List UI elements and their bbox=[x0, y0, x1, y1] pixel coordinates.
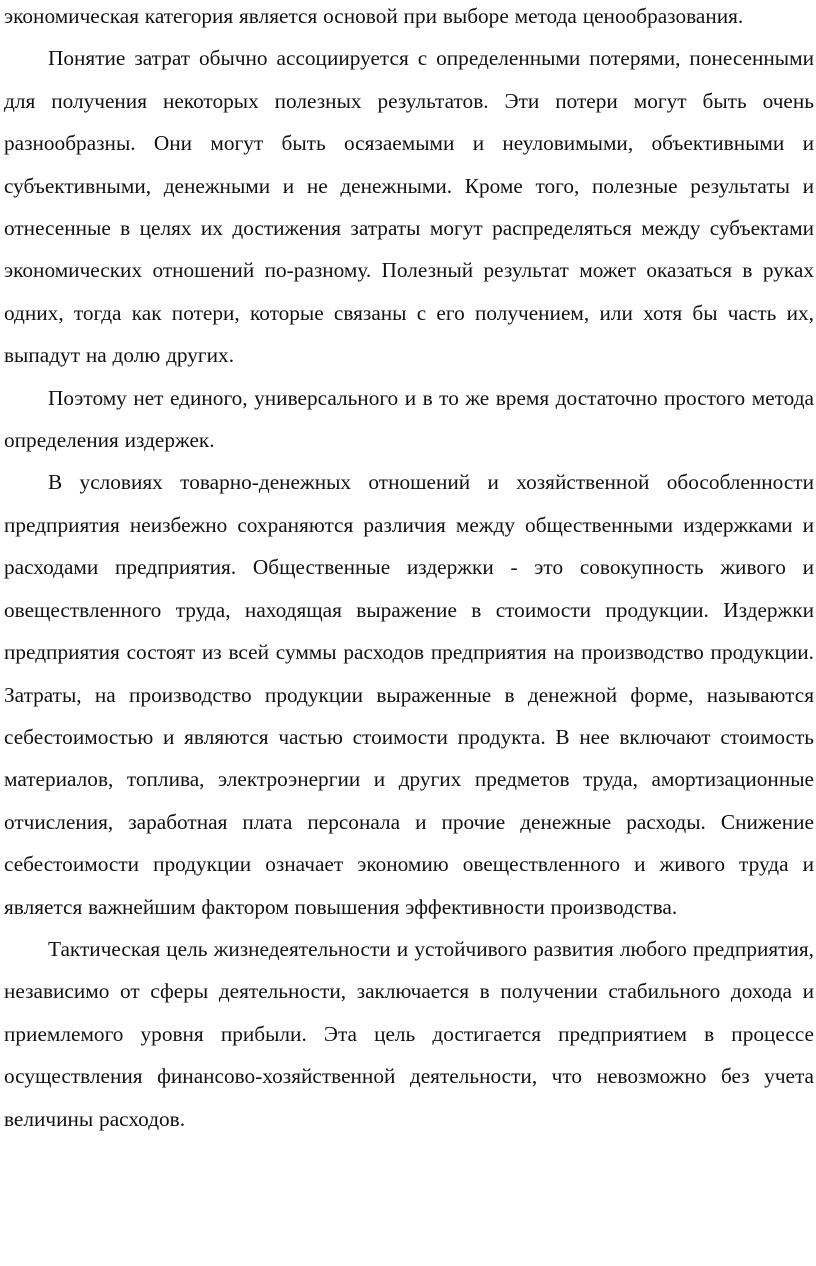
paragraph-tactical-goal: Тактическая цель жизнедеятельности и устойчивого развития любого предприятия, независимо от сферы деятельности, заключается в получении стабильного дохода и приемлемого уровня прибыли. Эта цель достигается предприятием в процессе осуществления финансово-хозяйственной деятельности, что невозможно без учета величины расходов. bbox=[4, 936, 814, 1131]
paragraph-continuation: экономическая категория является основой при выборе метода ценообразования. bbox=[4, 4, 744, 28]
paragraph-no-single-method: Поэтому нет единого, универсального и в то же время достаточно простого метода определения издержек. bbox=[4, 385, 814, 453]
document-page bbox=[4, 0, 814, 1140]
paragraph-social-costs: В условиях товарно-денежных отношений и хозяйственной обособленности предприятия неизбежно сохраняются различия между общественными издержками и расходами предприятия. Общественные издержки - это совокупность живого и овеществленного труда, находящая выражение в стоимости продукции. Издержки предприятия состоят из всей суммы расходов предприятия на производство продукции. Затраты, на производство продукции выраженные в денежной форме, называются себестоимостью и являются частью стоимости продукта. В нее включают стоимость материалов, топлива, электроэнергии и других предметов труда, амортизационные отчисления, заработная плата персонала и прочие денежные расходы. Снижение себестоимости продукции означает экономию овеществленного и живого труда и является важнейшим фактором повышения эффективности производства. bbox=[4, 470, 814, 919]
paragraph-cost-concept: Понятие затрат обычно ассоциируется с определенными потерями, понесенными для получения некоторых полезных результатов. Эти потери могут быть очень разнообразны. Они могут быть осязаемыми и неуловимыми, объективными и субъективными, денежными и не денежными. Кроме того, полезные результаты и отнесенные в целях их достижения затраты могут распределяться между субъектами экономических отношений по-разному. Полезный результат может оказаться в руках одних, тогда как потери, которые связаны с его получением, или хотя бы часть их, выпадут на долю других. bbox=[4, 46, 814, 368]
